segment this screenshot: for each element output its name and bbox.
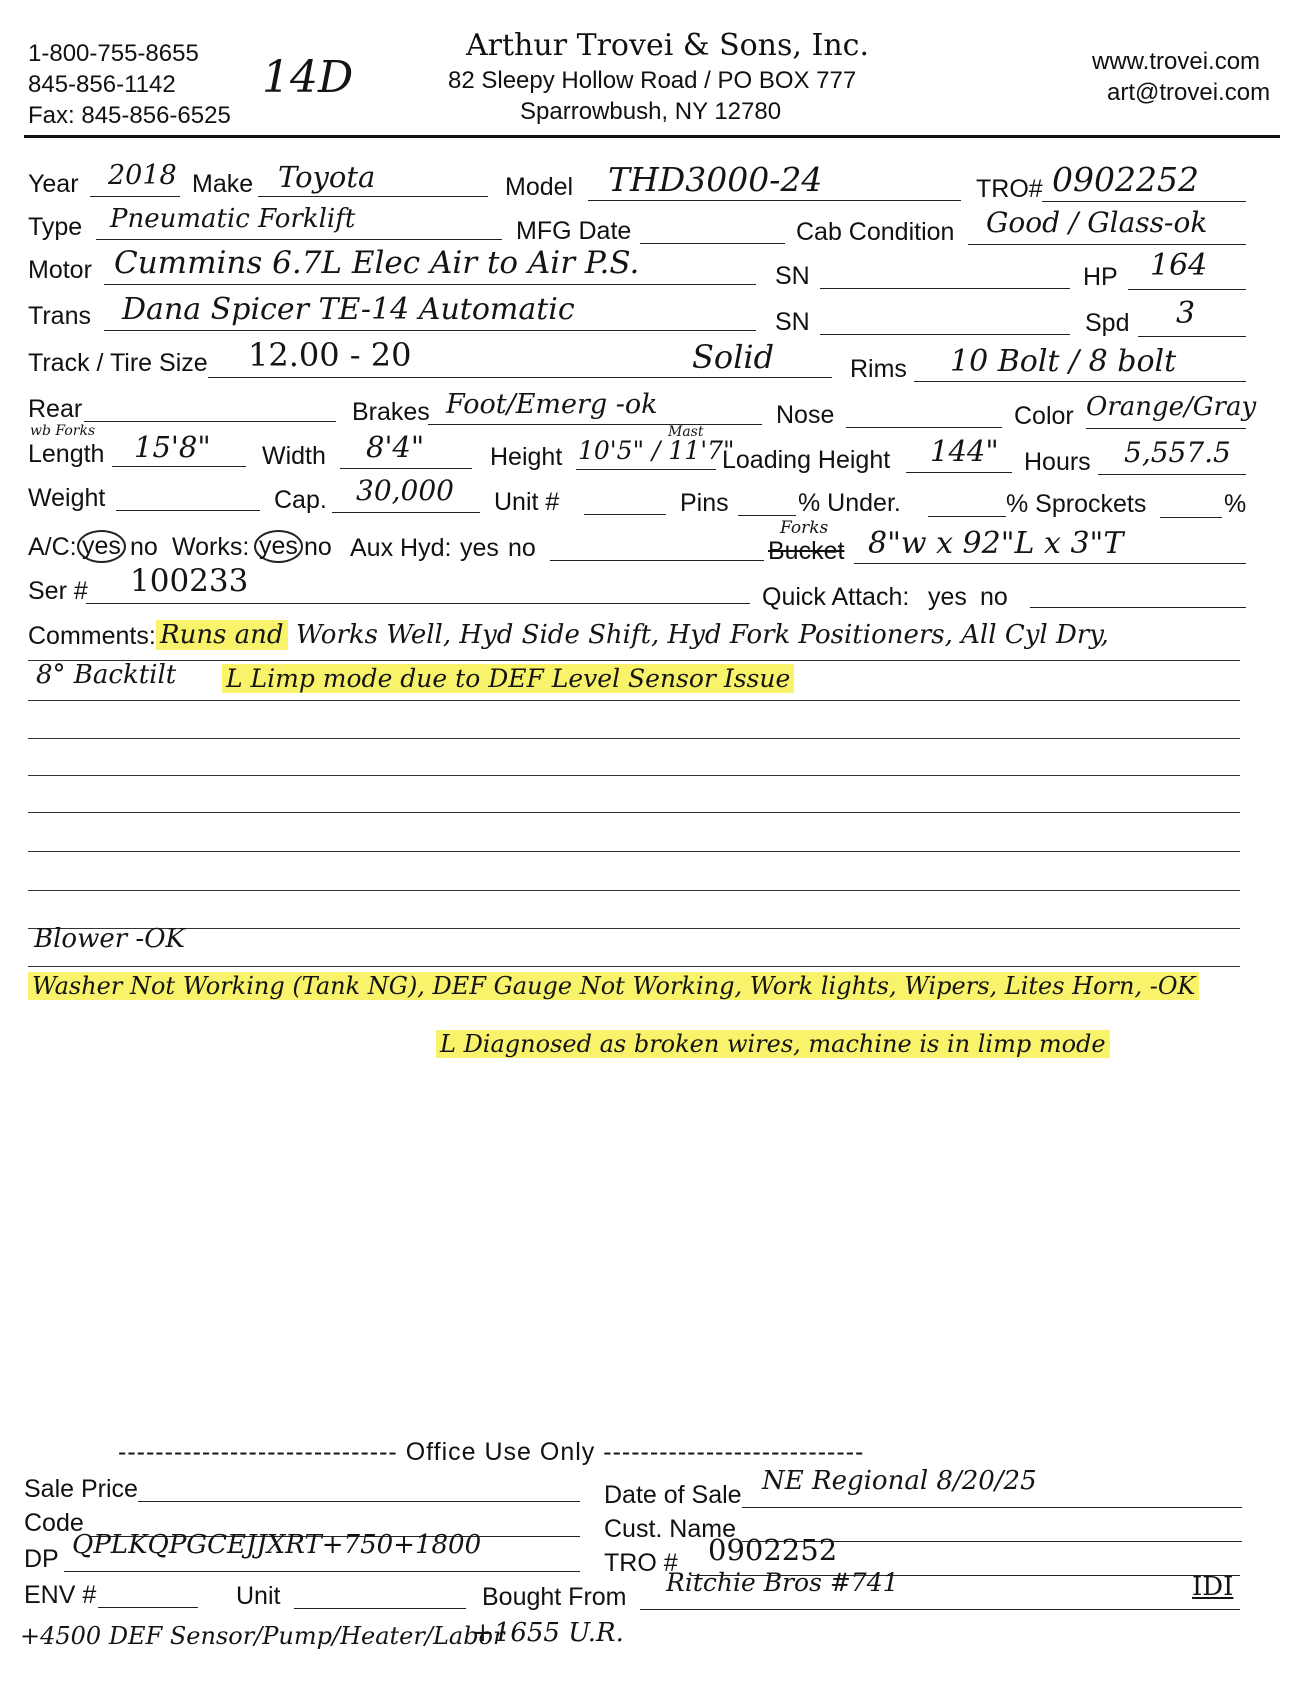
comment-blower: Blower -OK	[34, 924, 185, 954]
ser-value: 100233	[130, 563, 249, 599]
weight-label: Weight	[28, 484, 106, 512]
aux-hyd-label: Aux Hyd:	[350, 534, 452, 562]
track-tire-label: Track / Tire Size	[28, 349, 208, 377]
length-note: wb Forks	[30, 423, 96, 439]
rims-line	[914, 381, 1246, 382]
nose-label: Nose	[776, 401, 835, 429]
bought-from-value: Ritchie Bros #741	[666, 1568, 899, 1597]
model-label: Model	[505, 173, 574, 201]
comment-rule-1	[28, 660, 1240, 661]
cab-condition-value: Good / Glass-ok	[986, 206, 1208, 239]
dp-value: QPLKQPGCEJJXRT+750+1800	[72, 1530, 482, 1560]
aux-hyd-line	[550, 560, 764, 561]
date-of-sale-label: Date of Sale	[604, 1481, 742, 1509]
comment-line-1	[156, 620, 1109, 650]
sale-price-line	[138, 1501, 580, 1502]
length-value: 15'8"	[134, 430, 211, 464]
length-line	[112, 466, 246, 467]
trans-sn-label: SN	[775, 308, 810, 336]
hp-value: 164	[1150, 248, 1208, 283]
make-line	[258, 196, 488, 197]
motor-sn-label: SN	[775, 262, 810, 290]
company-name: Arthur Trovei & Sons, Inc.	[466, 28, 869, 63]
pct-under-label: % Under.	[798, 489, 901, 517]
comment-washer	[28, 972, 1199, 1000]
ac-label: A/C:	[28, 533, 77, 561]
comment-rule-9	[28, 966, 1240, 967]
color-line	[1086, 428, 1246, 429]
width-line	[340, 468, 472, 469]
comment-backtilt: 8° Backtilt	[36, 660, 177, 690]
tro-value: 0902252	[1052, 160, 1199, 199]
aux-hyd-no: no	[508, 534, 536, 562]
length-label: Length	[28, 440, 105, 468]
cab-condition-label: Cab Condition	[796, 218, 955, 246]
env-line	[98, 1607, 198, 1608]
comment-rule-2	[28, 700, 1240, 701]
height-note: Mast	[668, 424, 704, 440]
trans-line	[104, 330, 756, 331]
bought-from-line	[640, 1609, 1240, 1610]
env-label: ENV #	[24, 1581, 97, 1609]
mfg-date-label: MFG Date	[516, 217, 632, 245]
make-label: Make	[192, 170, 254, 198]
type-line	[96, 239, 502, 240]
works-no: no	[304, 533, 332, 561]
quick-attach-line	[1030, 607, 1246, 608]
company-address: 82 Sleepy Hollow Road / PO BOX 777	[448, 67, 857, 94]
nose-line	[846, 427, 1002, 428]
quick-attach-no: no	[980, 583, 1008, 611]
ser-line	[86, 603, 750, 604]
cap-label: Cap.	[274, 486, 327, 514]
unit-number-label: Unit #	[494, 488, 560, 516]
tro-number-label: TRO #	[604, 1549, 678, 1577]
unit-label: Unit	[236, 1582, 281, 1610]
bucket-value: 8"w x 92"L x 3"T	[868, 526, 1124, 561]
handwritten-mark: 14D	[262, 52, 354, 103]
hours-value: 5,557.5	[1124, 436, 1231, 469]
trans-value: Dana Spicer TE-14 Automatic	[122, 292, 575, 327]
width-label: Width	[262, 442, 326, 470]
comment-diagnosed-text: L Diagnosed as broken wires, machine is in limp mode	[436, 1030, 1110, 1058]
comments-label: Comments:	[28, 622, 156, 650]
sprockets-line	[1160, 517, 1222, 518]
make-value: Toyota	[278, 160, 376, 194]
loading-height-value: 144"	[930, 434, 999, 468]
height-value: 10'5" / 11'7"	[578, 436, 735, 465]
year-label: Year	[28, 170, 79, 198]
comment-rule-4	[28, 775, 1240, 776]
cust-name-label: Cust. Name	[604, 1515, 736, 1543]
height-label: Height	[490, 443, 563, 471]
cap-value: 30,000	[356, 474, 454, 507]
dp-label: DP	[24, 1545, 59, 1573]
rear-line	[84, 421, 336, 422]
bucket-line	[854, 563, 1246, 564]
tro-number-value: 0902252	[708, 1533, 838, 1567]
unit-number-line	[584, 514, 666, 515]
works-yes-circled: yes	[254, 530, 303, 563]
brakes-line	[428, 424, 762, 425]
office-use-divider: ------------------------------ Office Use Only ----------------------------	[118, 1438, 865, 1466]
height-line	[576, 469, 716, 470]
type-value: Pneumatic Forklift	[110, 204, 356, 234]
comment-line-1-highlight: Runs and	[156, 620, 288, 650]
comment-washer-text: Washer Not Working (Tank NG), DEF Gauge Not Working, Work lights, Wipers, Lites Horn, -OK	[28, 972, 1199, 1000]
aux-hyd-yes: yes	[460, 534, 499, 562]
comment-limp-mode-text: L Limp mode due to DEF Level Sensor Issue	[222, 664, 794, 693]
color-value: Orange/Gray	[1086, 392, 1257, 422]
comment-line-1-text: Works Well, Hyd Side Shift, Hyd Fork Positioners, All Cyl Dry,	[287, 620, 1109, 650]
model-value: THD3000-24	[608, 160, 823, 199]
quick-attach-label: Quick Attach:	[762, 583, 910, 611]
hours-label: Hours	[1024, 448, 1091, 476]
company-website: www.trovei.com	[1092, 48, 1261, 75]
loading-height-line	[906, 472, 1012, 473]
ser-label: Ser #	[28, 577, 88, 605]
year-line	[90, 196, 180, 197]
company-city: Sparrowbush, NY 12780	[520, 98, 782, 125]
phone-local: 845-856-1142	[28, 71, 176, 98]
pct-sprockets-label: % Sprockets	[1006, 490, 1147, 518]
dp-line	[64, 1571, 580, 1572]
tro-label: TRO#	[976, 175, 1043, 203]
ac-yes-circled: yes	[77, 530, 126, 563]
bought-from-label: Bought From	[482, 1583, 627, 1611]
pins-label: Pins	[680, 489, 729, 517]
hp-label: HP	[1083, 263, 1118, 291]
track-tire-value: 12.00 - 20	[248, 336, 412, 374]
motor-line	[104, 284, 756, 285]
comment-limp-mode	[222, 664, 794, 693]
comment-rule-3	[28, 738, 1240, 739]
rims-value: 10 Bolt / 8 bolt	[950, 344, 1177, 379]
comment-rule-6	[28, 851, 1240, 852]
spd-value: 3	[1176, 296, 1196, 331]
comment-rule-5	[28, 812, 1240, 813]
cab-condition-line	[968, 244, 1246, 245]
footer-note-parts: +4500 DEF Sensor/Pump/Heater/Labor	[20, 1622, 505, 1650]
trans-sn-line	[820, 334, 1070, 335]
spd-label: Spd	[1085, 309, 1130, 337]
fax-number: Fax: 845-856-6525	[28, 102, 231, 129]
tire-note: Solid	[692, 338, 775, 376]
tro-line	[1042, 201, 1246, 202]
bucket-label: Bucket	[768, 537, 845, 565]
brakes-label: Brakes	[352, 398, 430, 426]
company-email: art@trovei.com	[1107, 79, 1271, 106]
comment-rule-7	[28, 890, 1240, 891]
works-label: Works:	[172, 533, 250, 561]
year-value: 2018	[108, 160, 177, 191]
pins-line	[738, 515, 796, 516]
motor-label: Motor	[28, 256, 92, 284]
initials: IDI	[1192, 1572, 1234, 1602]
motor-sn-line	[820, 288, 1070, 289]
rims-label: Rims	[850, 355, 907, 383]
comment-diagnosed	[436, 1030, 1110, 1058]
date-of-sale-line	[742, 1507, 1242, 1508]
comment-rule-8	[28, 928, 1240, 929]
ac-no: no	[130, 533, 158, 561]
trans-label: Trans	[28, 302, 91, 330]
hours-line	[1098, 474, 1246, 475]
bucket-note: Forks	[780, 518, 829, 538]
quick-attach-yes: yes	[928, 583, 967, 611]
weight-line	[116, 510, 260, 511]
cap-line	[332, 512, 480, 513]
date-of-sale-value: NE Regional 8/20/25	[762, 1466, 1037, 1496]
type-label: Type	[28, 213, 83, 241]
brakes-value: Foot/Emerg -ok	[446, 389, 658, 420]
model-line	[588, 200, 961, 201]
motor-value: Cummins 6.7L Elec Air to Air P.S.	[114, 245, 640, 281]
loading-height-label: Loading Height	[722, 446, 891, 474]
track-tire-line	[208, 377, 832, 378]
phone-tollfree: 1-800-755-8655	[28, 40, 199, 67]
header-divider	[24, 135, 1280, 138]
unit-line	[294, 1608, 466, 1609]
color-label: Color	[1014, 402, 1074, 430]
rear-label: Rear	[28, 395, 83, 423]
mfg-date-line	[640, 243, 785, 244]
width-value: 8'4"	[366, 430, 425, 464]
code-label: Code	[24, 1509, 84, 1537]
sale-price-label: Sale Price	[24, 1475, 138, 1503]
footer-note-ur: +1655 U.R.	[472, 1618, 624, 1648]
hp-line	[1128, 289, 1246, 290]
under-line	[928, 516, 1006, 517]
pct-sign: %	[1224, 490, 1247, 518]
spd-line	[1138, 336, 1246, 337]
